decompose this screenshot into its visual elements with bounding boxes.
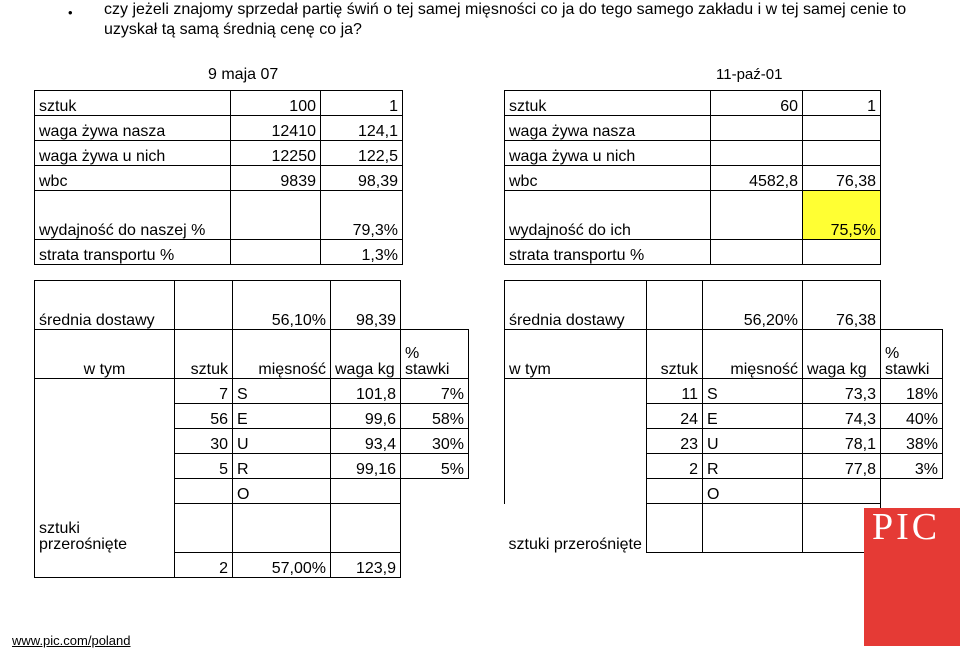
cell: R <box>703 454 803 479</box>
row-label: wydajność do naszej % <box>35 191 231 240</box>
cell: 23 <box>647 429 703 454</box>
right-summary-table <box>504 90 881 265</box>
cell: 78,1 <box>803 429 881 454</box>
cell <box>711 191 803 240</box>
cell: 9839 <box>231 166 321 191</box>
col-header: mięsność <box>703 330 803 379</box>
col-header: waga kg <box>331 330 401 379</box>
cell: 123,9 <box>331 553 401 578</box>
cell <box>881 479 943 504</box>
cell: 74,3 <box>803 404 881 429</box>
row-label: waga żywa u nich <box>505 141 711 166</box>
cell <box>803 116 881 141</box>
cell <box>505 379 647 504</box>
table-row <box>35 379 469 404</box>
cell <box>35 379 175 504</box>
cell: 98,39 <box>331 281 401 330</box>
cell: 56,10% <box>233 281 331 330</box>
avg-label: średnia dostawy <box>35 281 175 330</box>
table-row <box>505 166 881 191</box>
bullet: • <box>68 5 73 20</box>
cell <box>175 504 233 553</box>
cell <box>803 141 881 166</box>
left-detail-table <box>34 280 469 578</box>
cell <box>401 504 469 553</box>
cell: 93,4 <box>331 429 401 454</box>
table-row <box>505 116 881 141</box>
cell <box>233 504 331 553</box>
cell <box>401 553 469 578</box>
cell: 3% <box>881 454 943 479</box>
row-label: wydajność do ich <box>505 191 711 240</box>
cell: 56 <box>175 404 233 429</box>
table-row <box>35 91 403 116</box>
left-date: 9 maja 07 <box>208 66 279 83</box>
cell: U <box>703 429 803 454</box>
table-row <box>35 166 403 191</box>
table-row <box>505 379 943 404</box>
cell <box>647 504 703 553</box>
cell: 2 <box>175 553 233 578</box>
cell: O <box>233 479 331 504</box>
cell <box>331 504 401 553</box>
cell: E <box>703 404 803 429</box>
row-label: sztuk <box>505 91 711 116</box>
cell: 38% <box>881 429 943 454</box>
col-header: w tym <box>35 330 175 379</box>
cell: U <box>233 429 331 454</box>
cell <box>881 281 943 330</box>
cell <box>647 281 703 330</box>
cell: 7% <box>401 379 469 404</box>
cell: 57,00% <box>233 553 331 578</box>
cell: 73,3 <box>803 379 881 404</box>
cell: 76,38 <box>803 281 881 330</box>
cell: O <box>703 479 803 504</box>
cell: 100 <box>231 91 321 116</box>
table-row <box>35 191 403 240</box>
col-header: % stawki <box>401 330 469 379</box>
cell: 40% <box>881 404 943 429</box>
cell: 30% <box>401 429 469 454</box>
right-date: 11-paź-01 <box>716 66 783 83</box>
cell: 30 <box>175 429 233 454</box>
col-header: w tym <box>505 330 647 379</box>
table-row <box>505 330 943 379</box>
cell: 99,6 <box>331 404 401 429</box>
cell: 101,8 <box>331 379 401 404</box>
row-label: sztuk <box>35 91 231 116</box>
table-row <box>35 330 469 379</box>
table-row <box>505 191 881 240</box>
cell: 76,38 <box>803 166 881 191</box>
cell: 5% <box>401 454 469 479</box>
highlighted-cell: 75,5% <box>803 191 881 240</box>
table-row <box>505 91 881 116</box>
avg-label: średnia dostawy <box>505 281 647 330</box>
row-label: wbc <box>35 166 231 191</box>
row-label: wbc <box>505 166 711 191</box>
cell <box>711 240 803 265</box>
cell <box>231 240 321 265</box>
cell: 124,1 <box>321 116 403 141</box>
cell: 12410 <box>231 116 321 141</box>
overfat-label: sztuki przerośnięte <box>35 504 175 553</box>
table-row <box>35 281 469 330</box>
cell: R <box>233 454 331 479</box>
cell: 4582,8 <box>711 166 803 191</box>
col-header: waga kg <box>803 330 881 379</box>
table-row <box>505 281 943 330</box>
footer-link[interactable]: www.pic.com/poland <box>12 633 131 648</box>
cell: 1 <box>321 91 403 116</box>
cell: S <box>233 379 331 404</box>
cell: 11 <box>647 379 703 404</box>
cell <box>401 281 469 330</box>
cell: 60 <box>711 91 803 116</box>
cell: 18% <box>881 379 943 404</box>
row-label: strata transportu % <box>35 240 231 265</box>
col-header: mięsność <box>233 330 331 379</box>
table-row <box>35 116 403 141</box>
cell: 79,3% <box>321 191 403 240</box>
table-row <box>505 141 881 166</box>
cell <box>231 191 321 240</box>
cell <box>331 479 401 504</box>
left-summary-table <box>34 90 403 265</box>
cell <box>401 479 469 504</box>
cell <box>803 479 881 504</box>
cell <box>703 504 803 553</box>
col-header: sztuk <box>175 330 233 379</box>
cell: 7 <box>175 379 233 404</box>
table-row <box>35 553 469 578</box>
cell <box>803 240 881 265</box>
pic-logo-text: PIC <box>872 506 941 548</box>
cell: 99,16 <box>331 454 401 479</box>
cell: 1,3% <box>321 240 403 265</box>
row-label: waga żywa u nich <box>35 141 231 166</box>
row-label: waga żywa nasza <box>505 116 711 141</box>
cell: 2 <box>647 454 703 479</box>
table-row <box>35 240 403 265</box>
table-row <box>505 240 881 265</box>
cell: 98,39 <box>321 166 403 191</box>
cell: 58% <box>401 404 469 429</box>
cell: 12250 <box>231 141 321 166</box>
table-row <box>35 504 469 553</box>
cell: 77,8 <box>803 454 881 479</box>
cell: 24 <box>647 404 703 429</box>
cell: 1 <box>803 91 881 116</box>
cell <box>175 479 233 504</box>
overfat-label: sztuki przerośnięte <box>505 504 647 553</box>
col-header: sztuk <box>647 330 703 379</box>
cell: 56,20% <box>703 281 803 330</box>
col-header: % stawki <box>881 330 943 379</box>
cell <box>175 281 233 330</box>
table-row <box>35 141 403 166</box>
cell: 122,5 <box>321 141 403 166</box>
cell: 5 <box>175 454 233 479</box>
row-label: strata transportu % <box>505 240 711 265</box>
cell: S <box>703 379 803 404</box>
cell <box>711 141 803 166</box>
cell <box>647 479 703 504</box>
cell <box>711 116 803 141</box>
row-label: waga żywa nasza <box>35 116 231 141</box>
cell: E <box>233 404 331 429</box>
cell <box>35 553 175 578</box>
question-text: czy jeżeli znajomy sprzedał partię świń o tej samej mięsności co ja do tego samego zakładu i w tej samej cenie to uzyskał tą samą średnią cenę co ja? <box>104 1 907 38</box>
